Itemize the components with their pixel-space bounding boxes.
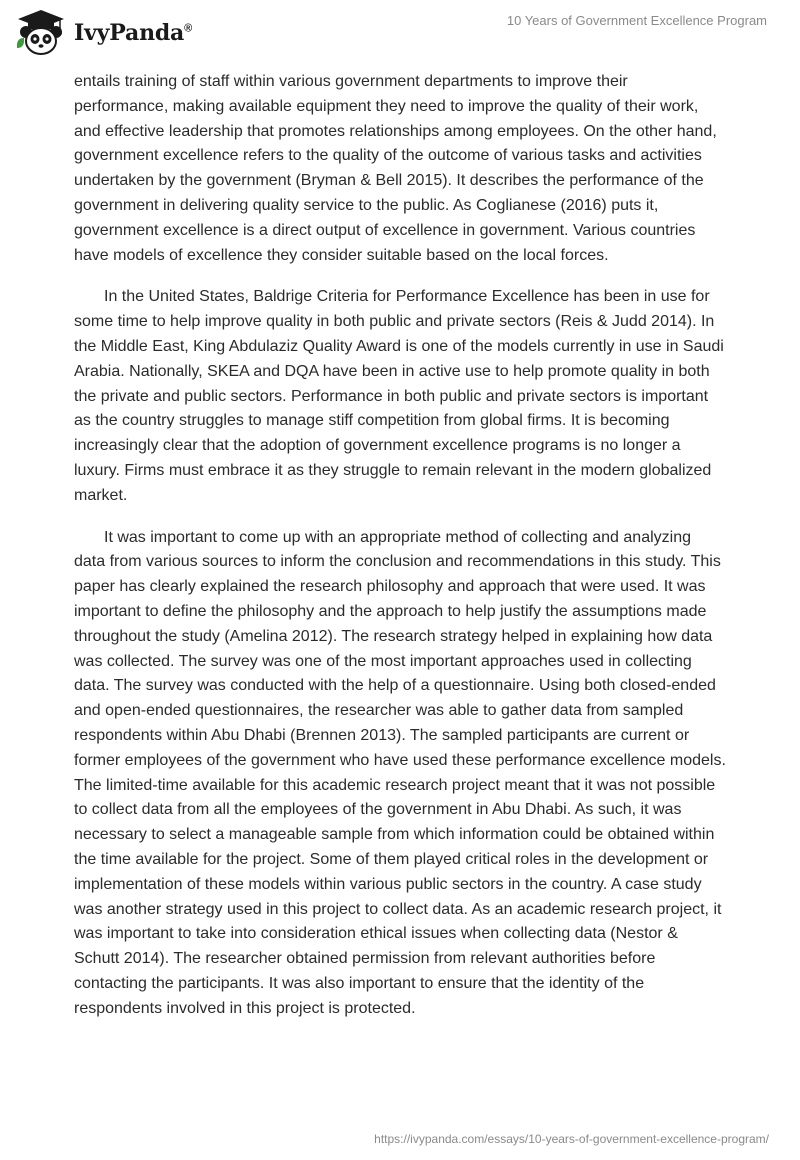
essay-body bbox=[74, 70, 726, 1038]
brand-name bbox=[74, 20, 192, 46]
paragraph: entails training of staff within various government departments to improve their performance, making available equipment they need to improve the quality of their work, and effective leadership that promotes relationships among employees. On the other hand, government excellence refers to the quality of the outcome of various tasks and activities undertaken by the government (Bryman & Bell 2015). It describes the performance of the government in delivering quality service to the public. As Coglianese (2016) puts it, government excellence is a direct output of excellence in government. Various countries have models of excellence they consider suitable based on the local forces. bbox=[74, 73, 717, 264]
paragraph: It was important to come up with an appropriate method of collecting and analyzing data from various sources to inform the conclusion and recommendations in this study. This paper has clearly explained the research philosophy and approach that were used. It was important to define the philosophy and the approach to help justify the assumptions made throughout the study (Amelina 2012). The research strategy helped in explaining how data was collected. The survey was one of the most important approaches used in collecting data. The survey was conducted with the help of a questionnaire. Using both closed-ended and open-ended questionnaires, the researcher was able to gather data from sampled respondents within Abu Dhabi (Brennen 2013). The sampled participants are current or former employees of the government who have used these performance excellence models. The limited-time available for this academic research project meant that it was not possible to collect data from all the employees of the government in Abu Dhabi. As such, it was necessary to select a manageable sample from which information could be obtained within the time available for the project. Some of them played critical roles in the development or implementation of these models within various public sectors in the country. A case study was another strategy used in this project to collect data. As an academic research project, it was important to take into consideration ethical issues when collecting data (Nestor & Schutt 2014). The researcher obtained permission from relevant authorities before contacting the participants. It was also important to ensure that the identity of the respondents involved in this project is protected. bbox=[74, 528, 726, 1017]
panda-graduate-icon bbox=[14, 8, 68, 58]
brand-name-text: IvyPanda bbox=[74, 20, 185, 46]
brand-registered-mark: ® bbox=[184, 22, 193, 35]
document-title: 10 Years of Government Excellence Program bbox=[506, 13, 767, 28]
paragraph: In the United States, Baldrige Criteria for Performance Excellence has been in use for some time to help improve quality in both public and private sectors (Reis & Judd 2014). In the Middle East, King Abdulaziz Quality Award is one of the models currently in use in Saudi Arabia. Nationally, SKEA and DQA have been in active use to help promote quality in both the private and public sectors. Performance in both public and private sectors is important as the country struggles to manage stiff competition from global firms. It is becoming increasingly clear that the adoption of government excellence programs is no longer a luxury. Firms must embrace it as they struggle to remain relevant in the modern globalized market. bbox=[74, 288, 724, 504]
ivypanda-logo[interactable] bbox=[14, 8, 192, 58]
source-url-link[interactable]: https://ivypanda.com/essays/10-years-of-government-excellence-program/ bbox=[374, 1132, 769, 1146]
page-header bbox=[0, 0, 800, 64]
